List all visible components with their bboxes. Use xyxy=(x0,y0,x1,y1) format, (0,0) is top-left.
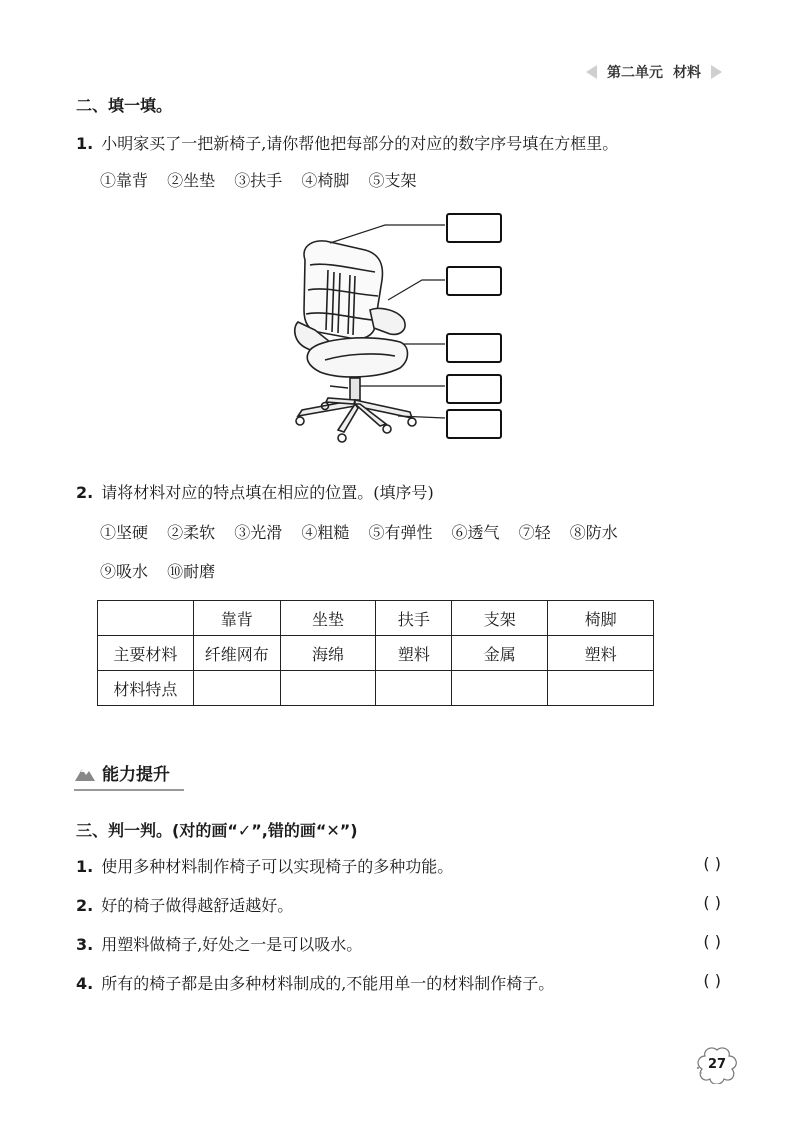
trait-2: ②柔软 xyxy=(167,523,216,542)
question-2-options-row-2 xyxy=(100,559,229,582)
judge-2-answer[interactable]: ( ) xyxy=(703,893,721,912)
materials-table xyxy=(97,600,654,706)
judge-3-answer[interactable]: ( ) xyxy=(703,932,721,951)
question-1-number: 1. xyxy=(76,134,94,153)
trait-5: ⑤有弹性 xyxy=(368,523,433,542)
judge-item-2 xyxy=(76,893,721,916)
cell-trait-seat[interactable] xyxy=(280,671,376,706)
judge-1-answer[interactable]: ( ) xyxy=(703,854,721,873)
ability-underline xyxy=(74,789,184,791)
table-header-row xyxy=(98,601,654,636)
mountain-icon xyxy=(74,764,96,782)
option-4: ④椅脚 xyxy=(301,171,350,190)
option-2: ②坐垫 xyxy=(167,171,216,190)
option-5: ⑤支架 xyxy=(368,171,417,190)
question-2-number: 2. xyxy=(76,483,94,502)
question-2-options-row-1 xyxy=(100,520,632,543)
trait-3: ③光滑 xyxy=(234,523,283,542)
cell-material-frame: 金属 xyxy=(452,636,548,671)
option-1: ①靠背 xyxy=(100,171,149,190)
cell-trait-frame[interactable] xyxy=(452,671,548,706)
table-row-traits xyxy=(98,671,654,706)
cell-material-seat: 海绵 xyxy=(280,636,376,671)
question-1-text: 小明家买了一把新椅子,请你帮他把每部分的对应的数字序号填在方框里。 xyxy=(101,134,619,153)
judge-1-number: 1. xyxy=(76,857,94,876)
cell-material-legs: 塑料 xyxy=(548,636,654,671)
option-3: ③扶手 xyxy=(234,171,283,190)
section-3-title: 三、判一判。(对的画“✓”,错的画“✕”) xyxy=(76,821,358,840)
trait-4: ④粗糙 xyxy=(301,523,350,542)
header-backrest: 靠背 xyxy=(193,601,280,636)
answer-box-2[interactable] xyxy=(446,266,502,296)
header-seat: 坐垫 xyxy=(280,601,376,636)
answer-box-4[interactable] xyxy=(446,374,502,404)
cell-trait-legs[interactable] xyxy=(548,671,654,706)
answer-box-3[interactable] xyxy=(446,333,502,363)
triangle-left-icon xyxy=(586,65,597,79)
judge-item-1 xyxy=(76,854,721,877)
row-label-traits: 材料特点 xyxy=(98,671,194,706)
question-1 xyxy=(76,133,618,155)
judge-item-4 xyxy=(76,971,721,994)
section-2-title: 二、填一填。 xyxy=(76,96,173,115)
answer-box-5[interactable] xyxy=(446,409,502,439)
question-2 xyxy=(76,482,434,504)
cell-material-backrest: 纤维网布 xyxy=(193,636,280,671)
judge-item-3 xyxy=(76,932,721,955)
judge-1-text: 使用多种材料制作椅子可以实现椅子的多种功能。 xyxy=(101,857,454,876)
cell-material-armrest: 塑料 xyxy=(376,636,452,671)
running-header xyxy=(586,62,722,82)
row-label-materials: 主要材料 xyxy=(98,636,194,671)
trait-9: ⑨吸水 xyxy=(100,562,149,581)
header-armrest: 扶手 xyxy=(376,601,452,636)
judge-4-number: 4. xyxy=(76,974,94,993)
cell-trait-armrest[interactable] xyxy=(376,671,452,706)
triangle-right-icon xyxy=(711,65,722,79)
ability-title: 能力提升 xyxy=(102,765,170,785)
judge-4-answer[interactable]: ( ) xyxy=(703,971,721,990)
trait-1: ①坚硬 xyxy=(100,523,149,542)
unit-label: 第二单元 xyxy=(607,65,663,81)
trait-6: ⑥透气 xyxy=(451,523,500,542)
topic-label: 材料 xyxy=(673,65,701,81)
answer-box-1[interactable] xyxy=(446,213,502,243)
cell-trait-backrest[interactable] xyxy=(193,671,280,706)
table-row-materials xyxy=(98,636,654,671)
chair-illustration xyxy=(270,210,450,450)
judge-3-text: 用塑料做椅子,好处之一是可以吸水。 xyxy=(101,935,363,954)
page-number: 27 xyxy=(707,1057,727,1072)
trait-10: ⑩耐磨 xyxy=(167,562,216,581)
trait-7: ⑦轻 xyxy=(518,523,551,542)
judge-2-number: 2. xyxy=(76,896,94,915)
ability-heading xyxy=(74,760,170,785)
table-corner-cell xyxy=(98,601,194,636)
page-number-badge xyxy=(695,1046,739,1084)
header-frame: 支架 xyxy=(452,601,548,636)
judge-4-text: 所有的椅子都是由多种材料制成的,不能用单一的材料制作椅子。 xyxy=(101,974,555,993)
header-legs: 椅脚 xyxy=(548,601,654,636)
trait-8: ⑧防水 xyxy=(569,523,618,542)
question-1-options xyxy=(100,168,430,191)
judge-2-text: 好的椅子做得越舒适越好。 xyxy=(101,896,294,915)
question-2-text: 请将材料对应的特点填在相应的位置。(填序号) xyxy=(101,483,434,502)
judge-3-number: 3. xyxy=(76,935,94,954)
